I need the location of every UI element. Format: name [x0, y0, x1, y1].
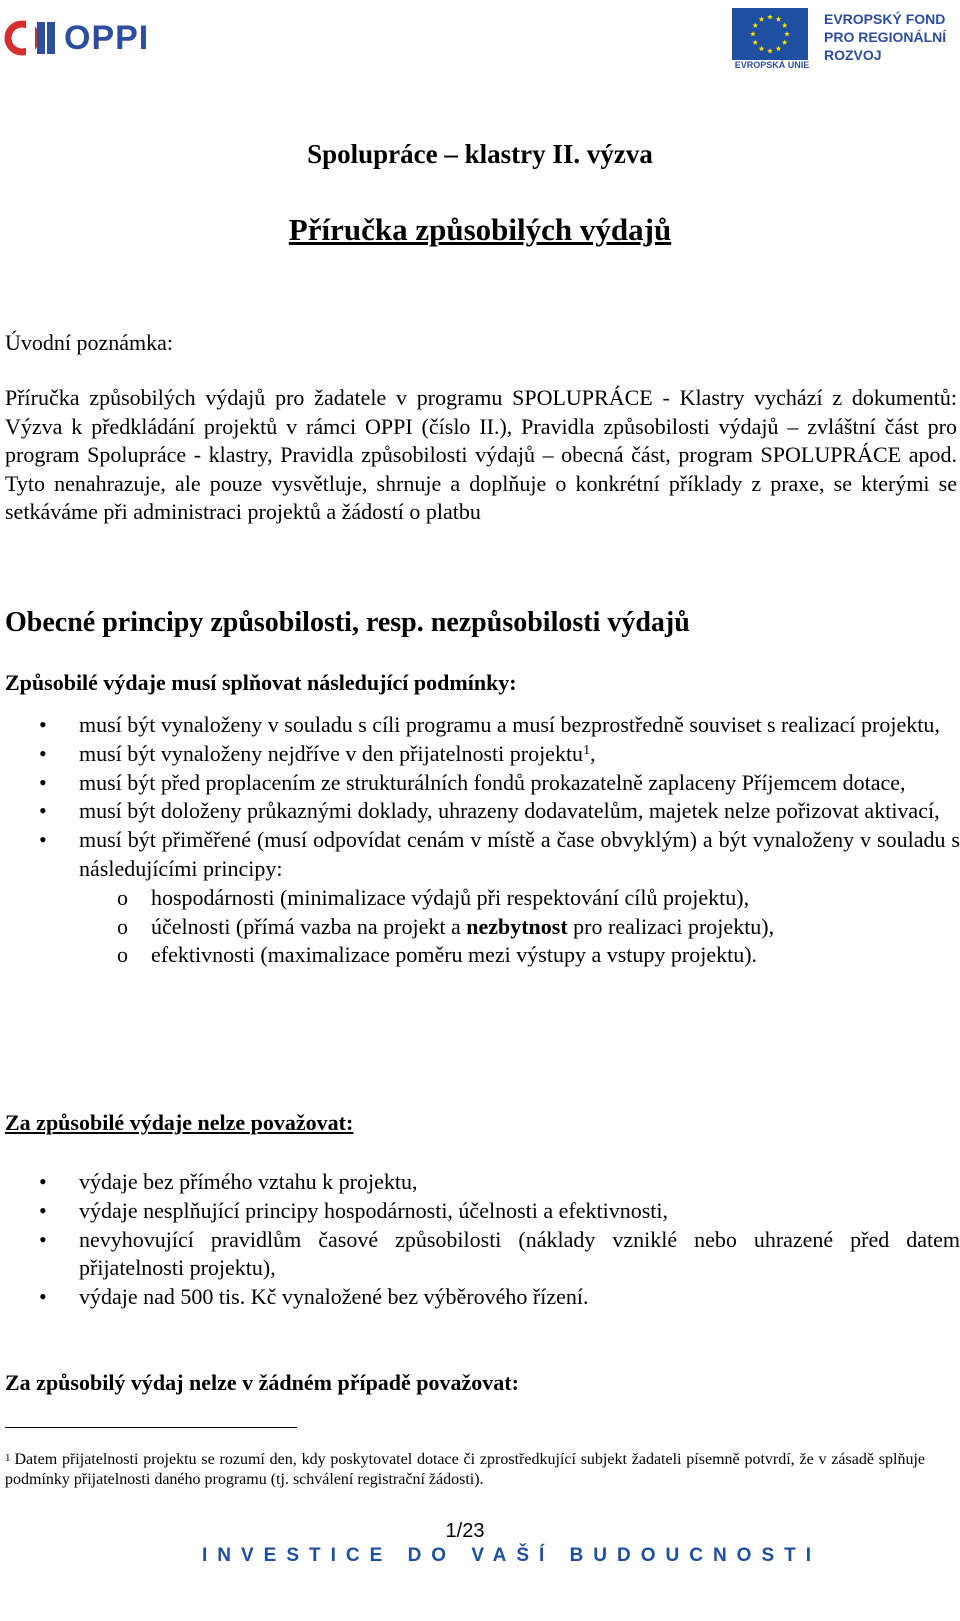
never-eligible-heading: Za způsobilý výdaj nelze v žádném případě považovat:: [5, 1370, 519, 1395]
fund-name: [824, 10, 946, 64]
list-item: o hospodárnosti (minimalizace výdajů při respektování cílů projektu),: [78, 884, 959, 913]
list-item: • výdaje bez přímého vztahu k projektu,: [5, 1168, 960, 1197]
footer-motto: INVESTICE DO VAŠÍ BUDOUCNOSTI: [202, 1545, 822, 1566]
not-eligible-heading: Za způsobilé výdaje nelze považovat:: [5, 1110, 354, 1135]
fund-line-3: ROZVOJ: [824, 47, 882, 63]
eu-flag-icon: [732, 8, 808, 60]
conditions-heading: Způsobilé výdaje musí splňovat následující podmínky:: [5, 670, 517, 695]
oppi-logo-text: OPPI: [64, 19, 150, 57]
list-item: • nevyhovující pravidlům časové způsobilosti (náklady vzniklé nebo uhrazené před datem přijatelnosti projektu),: [5, 1226, 960, 1284]
list-item: o efektivnosti (maximalizace poměru mezi výstupy a vstupy projektu).: [78, 941, 959, 970]
list-item: • musí být doloženy průkaznými doklady, uhrazeny dodavatelům, majetek nelze pořizovat aktivací,: [5, 797, 960, 826]
emphasis: nezbytnost: [466, 913, 568, 939]
conditions-list: [5, 711, 960, 970]
eu-logo: [732, 8, 960, 72]
document-title: Spolupráce – klastry II. výzva: [307, 139, 653, 169]
list-item: • musí být vynaloženy v souladu s cíli programu a musí bezprostředně souviset s realizací projektu,: [5, 711, 960, 740]
fund-line-2: PRO REGIONÁLNÍ: [824, 29, 947, 45]
footnote-number: 1: [5, 1452, 11, 1464]
page-header: [0, 0, 960, 80]
footnote-ref[interactable]: 1: [583, 742, 591, 758]
list-item: • musí být před proplacením ze strukturálních fondů prokazatelně zaplaceny Příjemcem dotace,: [5, 769, 960, 798]
list-item: • výdaje nad 500 tis. Kč vynaložené bez výběrového řízení.: [5, 1283, 960, 1312]
intro-heading: Úvodní poznámka:: [5, 330, 174, 355]
footnote-text: Datem přijatelnosti projektu se rozumí den, kdy poskytovatel dotace či zprostředkující subjekt žadateli písemně potvrdí, že v zásadě splňuje podmínky přijatelnosti daného programu (tj. schválení registrační žádosti).: [5, 1451, 925, 1488]
list-item: o účelnosti (přímá vazba na projekt a nezbytnost pro realizaci projektu),: [78, 913, 959, 942]
list-item: • musí být přiměřené (musí odpovídat cenám v místě a čase obvyklým) a být vynaloženy v souladu s následujícími principy: o hospodárnosti (minimalizace výdajů při respektování cílů projektu), o účelnosti (přímá vazba na projekt a nezbytnost pro realizaci projektu), o efektivnosti (maximalizace poměru mezi výstupy a vstupy projektu).: [5, 826, 960, 970]
oppi-logo: [4, 14, 150, 64]
fund-line-1: EVROPSKÝ FOND: [824, 11, 946, 27]
page-number: 1/23: [445, 1520, 485, 1542]
not-eligible-list: [5, 1168, 960, 1312]
oppi-mark-icon: [4, 14, 60, 64]
list-item: • výdaje nesplňující principy hospodárnosti, účelnosti a efektivnosti,: [5, 1197, 960, 1226]
list-item: • musí být vynaloženy nejdříve v den přijatelnosti projektu$^1$,: [5, 740, 960, 769]
document-subtitle: Příručka způsobilých výdajů: [288, 212, 672, 247]
intro-paragraph: Příručka způsobilých výdajů pro žadatele v programu SPOLUPRÁCE - Klastry vychází z dokumentů: Výzva k předkládání projektů v rámci OPPI (číslo II.), Pravidla způsobilosti výdajů – zvláštní část pro program Spolupráce - klastry, Pravidla způsobilosti výdajů – obecná část, program SPOLUPRÁCE apod. Tyto nenahrazuje, ale pouze vysvětluje, shrnuje a doplňuje o konkrétní příklady z praxe, se kterými se setkáváme při administraci projektů a žádostí o platbu: [5, 385, 957, 524]
footnote-divider: [5, 1427, 297, 1428]
principles-list: [79, 884, 960, 970]
eu-flag-caption: EVROPSKÁ UNIE: [734, 60, 810, 70]
footnote: [5, 1450, 925, 1490]
section-title: Obecné principy způsobilosti, resp. nezpůsobilosti výdajů: [5, 607, 690, 638]
